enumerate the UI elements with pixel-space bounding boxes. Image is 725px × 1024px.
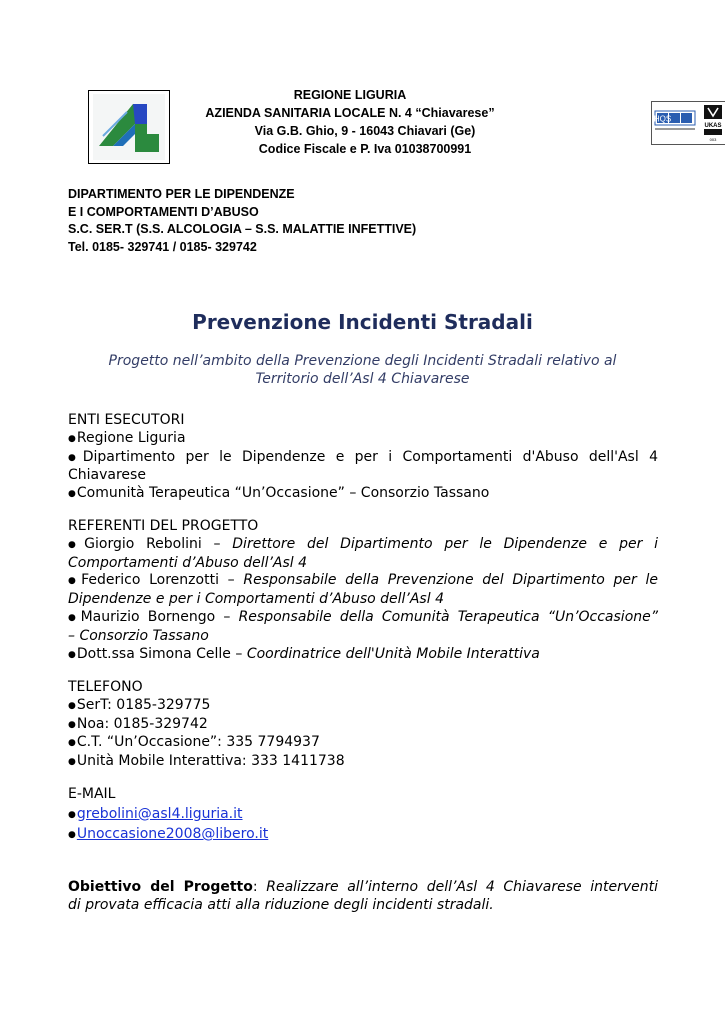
list-item: ●Maurizio Bornengo – Responsabile della Comunità Terapeutica “Un’Occasione” xyxy=(68,608,658,625)
page-subtitle xyxy=(80,352,645,388)
objective-label: Obiettivo del Progetto xyxy=(68,879,253,895)
list-item-continuation: Chiavarese xyxy=(68,467,146,484)
objective-line-1: Obiettivo del Progetto: Realizzare all’interno dell’Asl 4 Chiavarese interventi xyxy=(68,879,659,895)
asl4-logo xyxy=(88,90,170,164)
department-line-2: E I COMPORTAMENTI D’ABUSO xyxy=(68,204,259,219)
list-item-continuation: – Consorzio Tassano xyxy=(68,627,209,644)
objective-block xyxy=(68,878,658,914)
agency-address: Via G.B. Ghio, 9 - 16043 Chiavari (Ge) xyxy=(254,124,476,138)
ukas-text: UKAS xyxy=(704,123,722,129)
list-item: ●Unità Mobile Interattiva: 333 1411738 xyxy=(68,753,345,770)
list-item: ●Unoccasione2008@libero.it xyxy=(68,826,269,842)
region-name: REGIONE LIGURIA xyxy=(293,88,407,102)
enti-section xyxy=(68,412,658,504)
department-line-3: S.C. SER.T (S.S. ALCOLOGIA – S.S. MALATTIE INFETTIVE) xyxy=(68,222,417,236)
email-link-unoccasione[interactable]: Unoccasione2008@libero.it xyxy=(76,826,269,842)
asl4-logo-icon xyxy=(93,94,165,160)
certification-logo xyxy=(651,101,725,145)
department-block xyxy=(68,186,416,256)
list-item: ●C.T. “Un’Occasione”: 335 7794937 xyxy=(68,734,320,751)
telefono-heading: TELEFONO xyxy=(68,679,143,695)
department-phone: Tel. 0185- 329741 / 0185- 329742 xyxy=(68,239,257,254)
cert-letter-h: HQS xyxy=(653,114,672,124)
list-item: ●Dipartimento per le Dipendenze e per i Comportamenti d'Abuso dell'Asl 4 xyxy=(68,448,658,465)
subtitle-line-2: Territorio dell’Asl 4 Chiavarese xyxy=(255,371,470,387)
objective-line-2: di provata efficacia atti alla riduzione degli incidenti stradali. xyxy=(68,897,494,913)
list-item: ●Noa: 0185-329742 xyxy=(68,715,208,732)
list-item: ●Giorgio Rebolini – Direttore del Dipartimento per le Dipendenze e per i xyxy=(68,535,658,552)
header-block xyxy=(180,86,520,158)
list-item: ●grebolini@asl4.liguria.it xyxy=(68,805,243,822)
ukas-code: 003 xyxy=(709,137,717,142)
email-link-grebolini[interactable]: grebolini@asl4.liguria.it xyxy=(76,805,243,822)
subtitle-line-1: Progetto nell’ambito della Prevenzione degli Incidenti Stradali relativo al xyxy=(108,353,617,369)
list-item: ●Federico Lorenzotti – Responsabile della Prevenzione del Dipartimento per le xyxy=(68,572,658,589)
list-item: ●Comunità Terapeutica “Un’Occasione” – Consorzio Tassano xyxy=(68,485,490,502)
department-line-1: DIPARTIMENTO PER LE DIPENDENZE xyxy=(68,187,295,201)
fiscal-code: Codice Fiscale e P. Iva 01038700991 xyxy=(258,142,472,156)
list-item: ●Regione Liguria xyxy=(68,429,186,446)
list-item-continuation: Comportamenti d’Abuso dell’Asl 4 xyxy=(68,554,308,571)
telefono-section xyxy=(68,679,658,772)
list-item: ●Dott.ssa Simona Celle – Coordinatrice dell'Unità Mobile Interattiva xyxy=(68,645,540,662)
enti-heading: ENTI ESECUTORI xyxy=(68,412,185,428)
list-item-continuation: Dipendenze e per i Comportamenti d’Abuso dell’Asl 4 xyxy=(68,591,444,608)
list-item: ●SerT: 0185-329775 xyxy=(68,696,211,713)
referenti-section xyxy=(68,518,658,664)
referenti-heading: REFERENTI DEL PROGETTO xyxy=(68,518,259,534)
email-heading: E-MAIL xyxy=(68,786,116,802)
agency-name: AZIENDA SANITARIA LOCALE N. 4 “Chiavarese” xyxy=(205,106,495,120)
certification-logo-icon xyxy=(652,102,725,144)
email-section xyxy=(68,785,658,846)
page-title: Prevenzione Incidenti Stradali xyxy=(192,310,533,334)
